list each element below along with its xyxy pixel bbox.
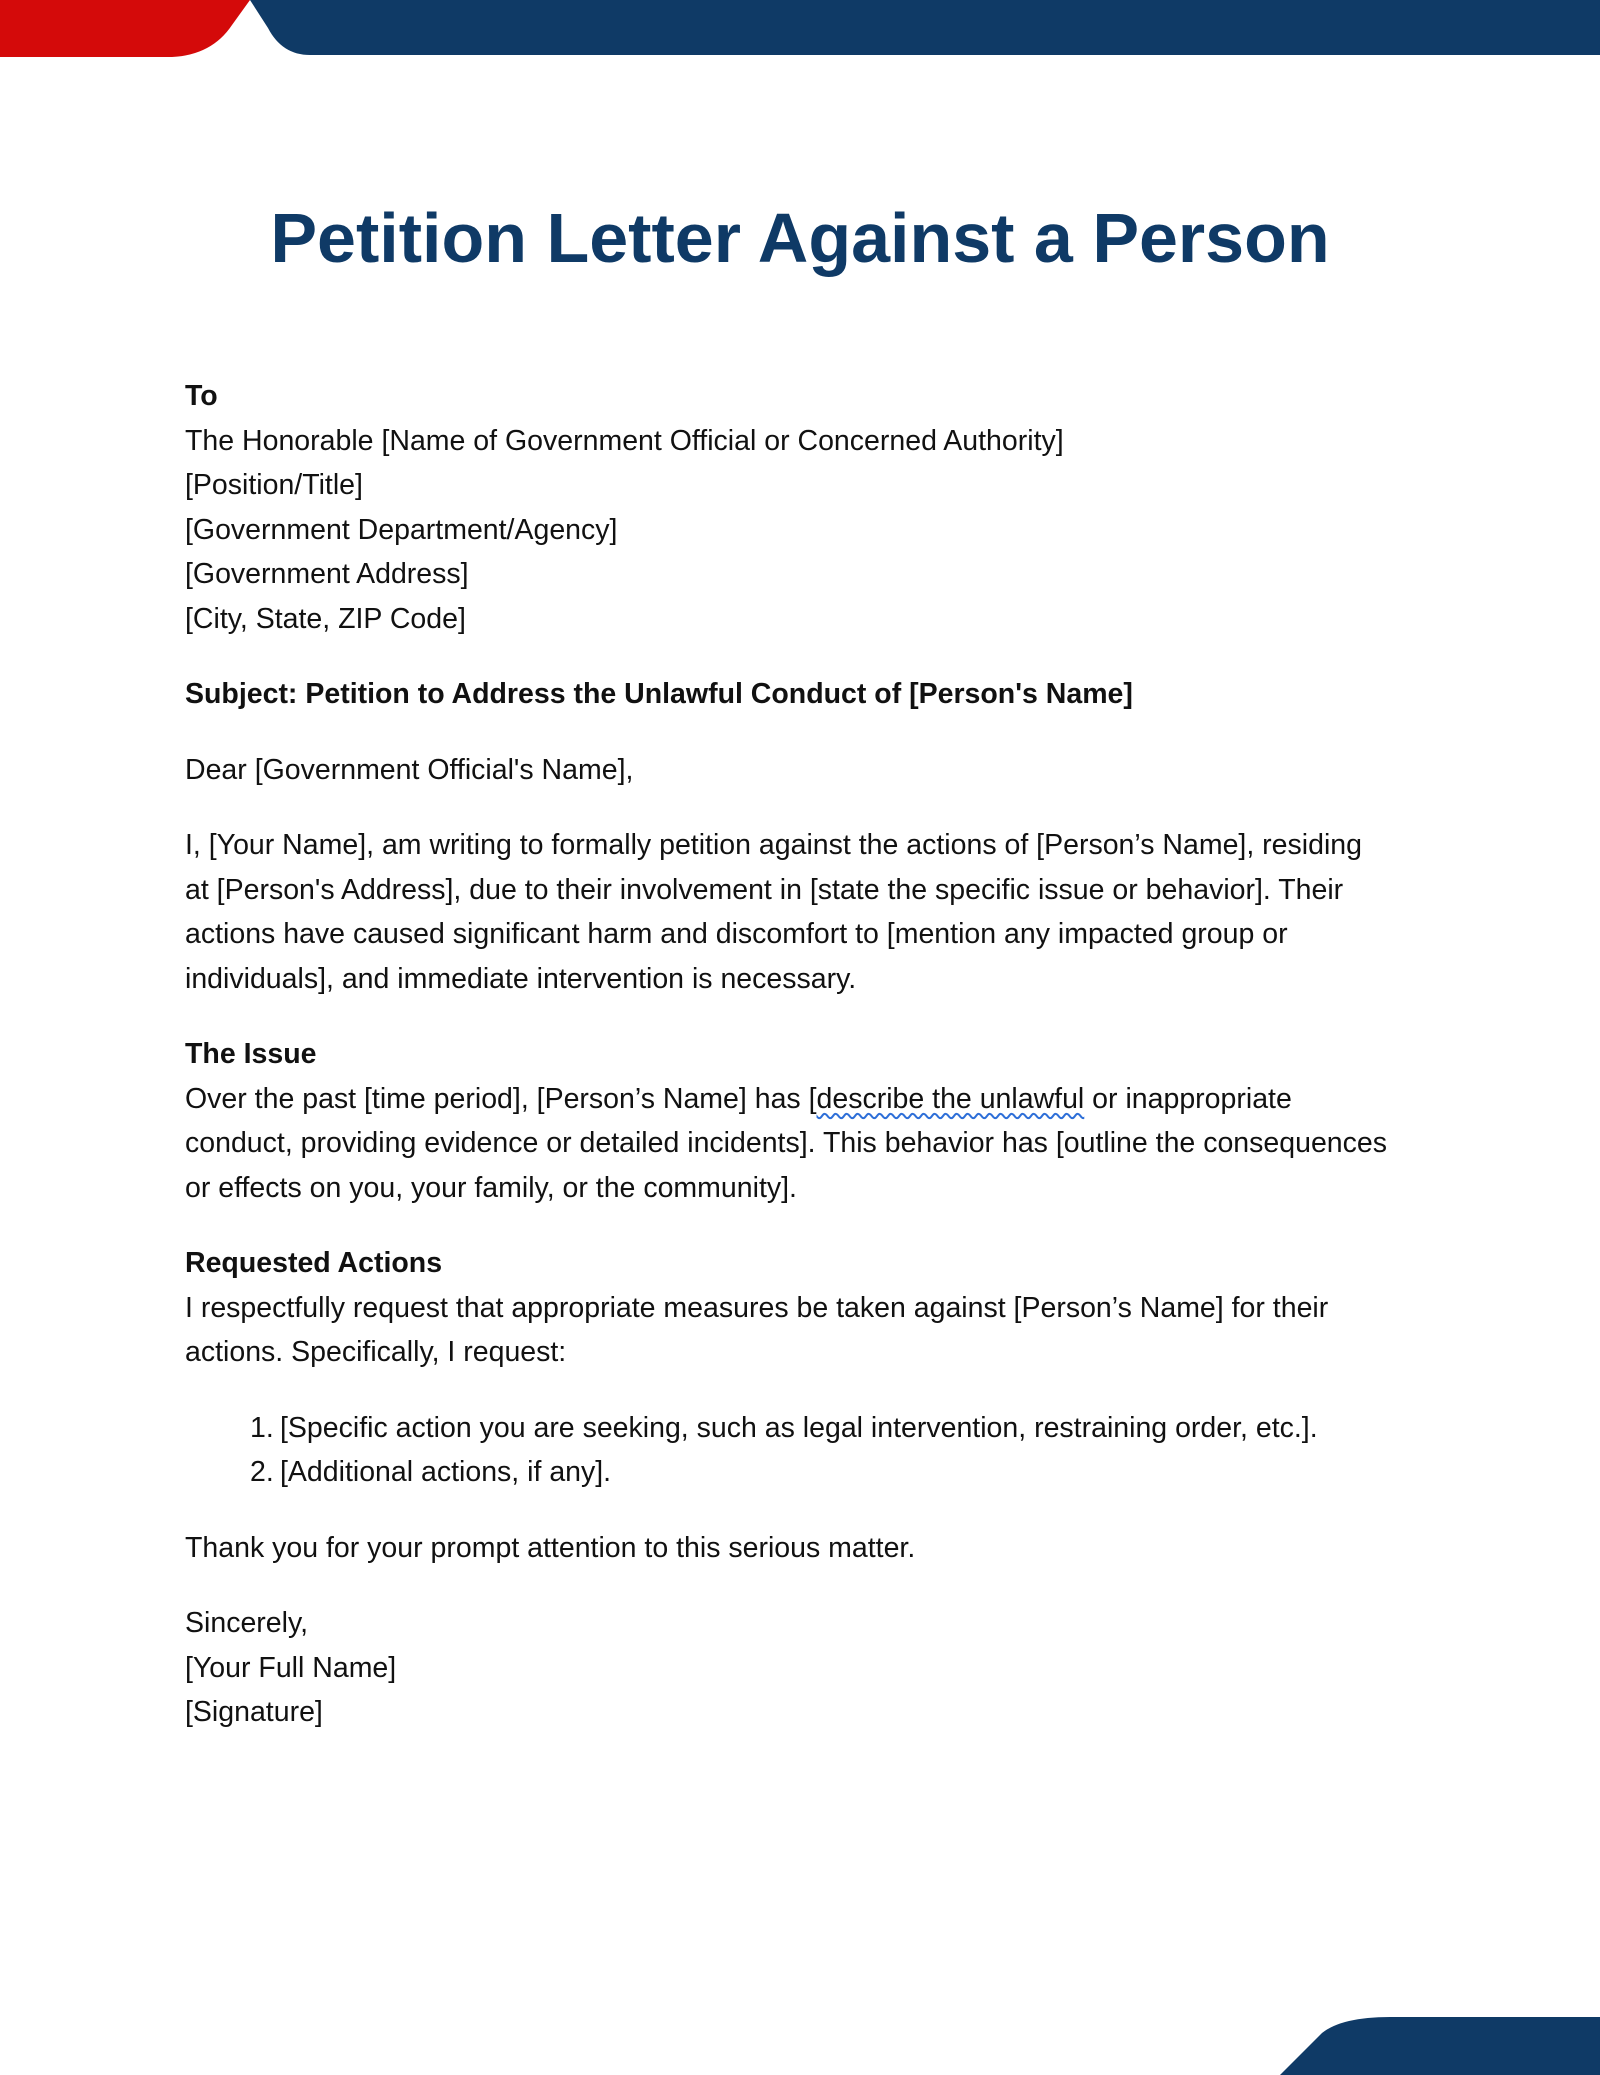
recipient-block [185, 374, 1430, 641]
signer-name: [Your Full Name] [185, 1651, 397, 1684]
intro-paragraph [185, 823, 1430, 1001]
closing-block [185, 1526, 1430, 1571]
salutation: Dear [Government Official's Name], [185, 753, 634, 786]
issue-line-end: or inappropriate [1084, 1082, 1292, 1115]
recipient-line: [Government Address] [185, 558, 469, 590]
recipient-line: The Honorable [Name of Government Official or Concerned Authority] [185, 424, 1064, 457]
intro-line: at [Person's Address], due to their involvement in [state the specific issue or behavior]. Their [185, 873, 1344, 906]
list-item-text: [Specific action you are seeking, such as legal intervention, restraining order, etc.]. [280, 1411, 1318, 1444]
subject-block [185, 672, 1430, 717]
recipient-heading: To [185, 380, 218, 412]
intro-line: I, [Your Name], am writing to formally petition against the actions of [Person’s Name], residing [185, 829, 1362, 861]
list-item-number: 2. [250, 1456, 274, 1488]
spellcheck-flagged-text[interactable]: describe the unlawful [816, 1082, 1085, 1115]
salutation-block [185, 748, 1430, 793]
letter-body [185, 374, 1430, 1766]
issue-line-start: Over the past [time period], [Person’s Name] has [ [185, 1082, 817, 1115]
bottom-decorative-banner [1280, 2015, 1600, 2075]
top-navy-band [250, 0, 1600, 55]
subject-line: Subject: Petition to Address the Unlawful Conduct of [Person's Name] [185, 678, 1133, 710]
recipient-line: [City, State, ZIP Code] [185, 602, 466, 635]
issue-line: conduct, providing evidence or detailed incidents]. This behavior has [outline the consequences [185, 1127, 1387, 1159]
requested-actions-list [185, 1406, 1430, 1495]
recipient-line: [Government Department/Agency] [185, 513, 618, 546]
closing-line: Thank you for your prompt attention to this serious matter. [185, 1531, 916, 1564]
top-decorative-banner [0, 0, 1600, 60]
issue-line: or effects on you, your family, or the community]. [185, 1171, 797, 1204]
list-item-number: 1. [250, 1411, 274, 1444]
intro-line: individuals], and immediate intervention is necessary. [185, 962, 857, 995]
page-title: Petition Letter Against a Person [270, 199, 1330, 277]
requested-actions-section [185, 1241, 1430, 1375]
top-red-band [0, 0, 250, 57]
signoff-block [185, 1601, 1430, 1735]
list-item [185, 1406, 1430, 1451]
intro-line: actions have caused significant harm and discomfort to [mention any impacted group or [185, 918, 1288, 950]
list-item-text: [Additional actions, if any]. [280, 1456, 612, 1488]
requested-line: actions. Specifically, I request: [185, 1336, 567, 1368]
bottom-navy-band [1280, 2017, 1600, 2075]
signature-placeholder: [Signature] [185, 1696, 323, 1728]
issue-line [185, 1077, 1430, 1122]
recipient-line: [Position/Title] [185, 469, 363, 501]
issue-heading: The Issue [185, 1038, 317, 1070]
issue-section [185, 1032, 1430, 1210]
list-item [185, 1450, 1430, 1495]
requested-actions-heading: Requested Actions [185, 1247, 443, 1279]
valediction: Sincerely, [185, 1607, 309, 1639]
requested-line: I respectfully request that appropriate measures be taken against [Person’s Name] for their [185, 1291, 1329, 1324]
